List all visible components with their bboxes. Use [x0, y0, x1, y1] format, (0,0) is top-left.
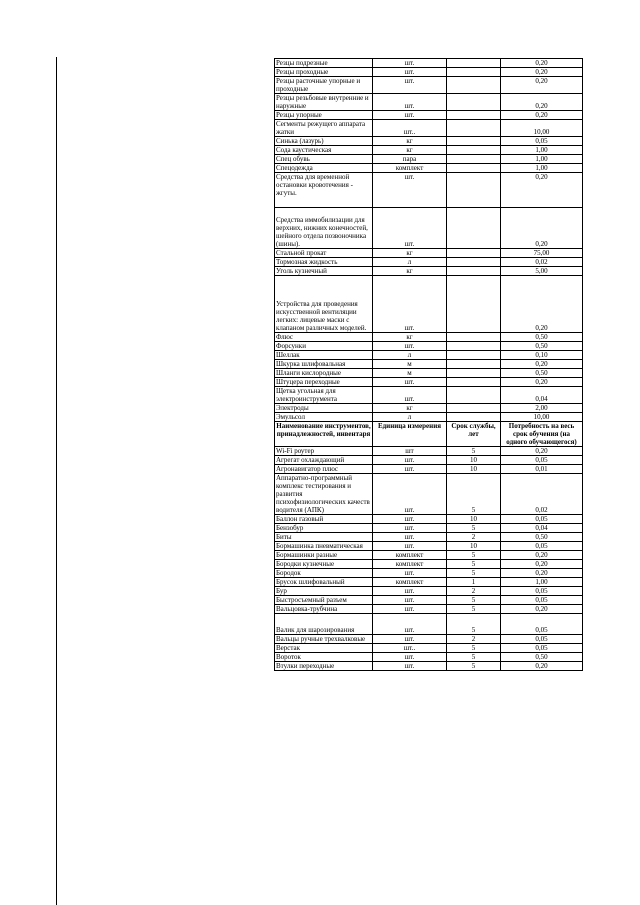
cell-life: 5	[447, 662, 501, 671]
table-row	[275, 413, 583, 422]
cell-life: 2	[447, 587, 501, 596]
cell-name: Бензобур	[275, 524, 373, 533]
cell-qty: 0,02	[501, 258, 583, 267]
table-row	[275, 387, 583, 404]
cell-qty: 0,20	[501, 569, 583, 578]
tools-header-section	[275, 422, 583, 447]
cell-life	[447, 276, 501, 333]
cell-name: Резцы упорные	[275, 111, 373, 120]
cell-qty: 1,00	[501, 578, 583, 587]
table-row	[275, 120, 583, 137]
cell-unit: кг	[373, 333, 447, 342]
cell-name: Бормашинки разные	[275, 551, 373, 560]
cell-qty: 0,20	[501, 447, 583, 456]
table-row	[275, 465, 583, 474]
cell-name: Бородки кузнечные	[275, 560, 373, 569]
cell-unit: шт.	[373, 596, 447, 605]
cell-life: 5	[447, 569, 501, 578]
cell-life: 5	[447, 474, 501, 515]
cell-qty: 0,04	[501, 387, 583, 404]
cell-qty: 0,05	[501, 644, 583, 653]
cell-life	[447, 59, 501, 68]
header-life: Срок службы, лет	[447, 422, 501, 447]
table-row	[275, 596, 583, 605]
cell-qty: 0,20	[501, 94, 583, 111]
cell-qty: 0,20	[501, 77, 583, 94]
cell-qty: 1,00	[501, 146, 583, 155]
cell-qty: 10,00	[501, 413, 583, 422]
cell-unit: шт.	[373, 77, 447, 94]
table-row	[275, 560, 583, 569]
cell-name: Вороток	[275, 653, 373, 662]
cell-life: 10	[447, 456, 501, 465]
cell-unit: шт.	[373, 387, 447, 404]
table-row	[275, 351, 583, 360]
cell-name: Стальной прокат	[275, 249, 373, 258]
cell-unit: шт.	[373, 465, 447, 474]
cell-name: Верстак	[275, 644, 373, 653]
table-row	[275, 569, 583, 578]
materials-section	[275, 59, 583, 422]
cell-name: Уголь кузнечный	[275, 267, 373, 276]
cell-name: Быстросъемный разъем	[275, 596, 373, 605]
cell-qty: 0,20	[501, 59, 583, 68]
cell-life: 2	[447, 635, 501, 644]
table-row	[275, 542, 583, 551]
table-row	[275, 342, 583, 351]
page-left-rule	[56, 57, 57, 905]
table-row	[275, 333, 583, 342]
cell-unit: шт.	[373, 342, 447, 351]
cell-name: Сода каустическая	[275, 146, 373, 155]
cell-unit: шт.	[373, 378, 447, 387]
cell-name: Эмульсол	[275, 413, 373, 422]
cell-name: Форсунки	[275, 342, 373, 351]
cell-qty: 0,05	[501, 542, 583, 551]
cell-qty: 75,00	[501, 249, 583, 258]
cell-qty: 0,20	[501, 662, 583, 671]
cell-name: Сегменты режущего аппарата жатки	[275, 120, 373, 137]
cell-name: Валик для шарозирования	[275, 614, 373, 635]
cell-unit: комплект	[373, 551, 447, 560]
cell-unit: шт.	[373, 515, 447, 524]
tools-header-row	[275, 422, 583, 447]
cell-qty: 1,00	[501, 155, 583, 164]
cell-name: Устройства для проведения искусственной вентиляции легких: лицевые маски с клапаном различных моделей.	[275, 276, 373, 333]
header-name: Наименование инструментов, принадлежностей, инвентаря	[275, 422, 373, 447]
table-row	[275, 267, 583, 276]
cell-qty: 0,20	[501, 560, 583, 569]
cell-unit: шт.	[373, 68, 447, 77]
table-row	[275, 164, 583, 173]
cell-unit: шт.	[373, 662, 447, 671]
cell-life	[447, 387, 501, 404]
cell-life	[447, 94, 501, 111]
cell-unit: л	[373, 258, 447, 267]
cell-unit: л	[373, 351, 447, 360]
cell-unit: шт..	[373, 120, 447, 137]
cell-name: Резцы расточные упорные и проходные	[275, 77, 373, 94]
cell-name: Штуцера переходные	[275, 378, 373, 387]
table-row	[275, 77, 583, 94]
cell-life	[447, 369, 501, 378]
cell-unit: м	[373, 369, 447, 378]
cell-life	[447, 111, 501, 120]
cell-life: 5	[447, 551, 501, 560]
table-row	[275, 258, 583, 267]
table-row	[275, 605, 583, 614]
cell-life	[447, 164, 501, 173]
cell-qty: 0,20	[501, 111, 583, 120]
cell-qty: 0,50	[501, 342, 583, 351]
cell-unit: шт.	[373, 635, 447, 644]
cell-qty: 0,05	[501, 515, 583, 524]
cell-unit: шт.	[373, 605, 447, 614]
cell-life	[447, 146, 501, 155]
table-row	[275, 249, 583, 258]
cell-unit: кг	[373, 146, 447, 155]
cell-unit: шт.	[373, 524, 447, 533]
cell-unit: шт..	[373, 644, 447, 653]
cell-name: Резцы резьбовые внутренние и наружные	[275, 94, 373, 111]
table-row	[275, 524, 583, 533]
cell-name: Бур	[275, 587, 373, 596]
cell-life: 5	[447, 653, 501, 662]
cell-unit: м	[373, 360, 447, 369]
cell-unit: кг	[373, 249, 447, 258]
cell-life: 2	[447, 533, 501, 542]
cell-name: Флюс	[275, 333, 373, 342]
cell-qty: 0,20	[501, 378, 583, 387]
cell-qty: 1,00	[501, 164, 583, 173]
table-row	[275, 276, 583, 333]
table-row	[275, 662, 583, 671]
cell-life	[447, 155, 501, 164]
cell-unit: шт.	[373, 173, 447, 208]
cell-life	[447, 267, 501, 276]
cell-life	[447, 413, 501, 422]
cell-name: Синька (лазурь)	[275, 137, 373, 146]
cell-name: Бородок	[275, 569, 373, 578]
cell-name: Средства для временной остановки кровотечения - жгуты.	[275, 173, 373, 208]
cell-name: Агронавигатор плюс	[275, 465, 373, 474]
cell-qty: 5,00	[501, 267, 583, 276]
cell-name: Биты	[275, 533, 373, 542]
cell-qty: 0,05	[501, 614, 583, 635]
cell-qty: 0,20	[501, 551, 583, 560]
cell-unit: кг	[373, 267, 447, 276]
cell-name: Щетка угольная для электроинструмента	[275, 387, 373, 404]
cell-unit: шт.	[373, 542, 447, 551]
table-row	[275, 533, 583, 542]
cell-life	[447, 120, 501, 137]
table-row	[275, 137, 583, 146]
cell-name: Шеллак	[275, 351, 373, 360]
cell-life: 10	[447, 542, 501, 551]
cell-qty: 0,05	[501, 587, 583, 596]
cell-name: Средства иммобилизации для верхних, нижних конечностей, шейного отдела позвоночника (шины).	[275, 208, 373, 249]
cell-unit: комплект	[373, 560, 447, 569]
cell-qty: 0,50	[501, 533, 583, 542]
table-row	[275, 369, 583, 378]
table-row	[275, 578, 583, 587]
cell-qty: 0,20	[501, 360, 583, 369]
cell-life	[447, 404, 501, 413]
table-row	[275, 59, 583, 68]
cell-name: Шкурка шлифовальная	[275, 360, 373, 369]
table-row	[275, 94, 583, 111]
cell-life	[447, 137, 501, 146]
table-row	[275, 68, 583, 77]
cell-unit: шт	[373, 447, 447, 456]
header-unit: Единица измерения	[373, 422, 447, 447]
cell-name: Шланги кислородные	[275, 369, 373, 378]
cell-unit: шт.	[373, 276, 447, 333]
cell-unit: пара	[373, 155, 447, 164]
cell-unit: шт.	[373, 614, 447, 635]
cell-unit: шт.	[373, 456, 447, 465]
cell-name: Втулки переходные	[275, 662, 373, 671]
cell-unit: шт.	[373, 208, 447, 249]
table-row	[275, 635, 583, 644]
cell-life: 5	[447, 560, 501, 569]
cell-life: 5	[447, 447, 501, 456]
cell-qty: 0,50	[501, 333, 583, 342]
cell-qty: 0,01	[501, 465, 583, 474]
table-row	[275, 378, 583, 387]
cell-name: Резцы проходные	[275, 68, 373, 77]
table-row	[275, 614, 583, 635]
cell-unit: шт.	[373, 474, 447, 515]
cell-unit: комплект	[373, 164, 447, 173]
cell-unit: шт.	[373, 533, 447, 542]
cell-name: Вальцовка-трубчина	[275, 605, 373, 614]
cell-unit: шт.	[373, 587, 447, 596]
cell-life	[447, 77, 501, 94]
table-row	[275, 456, 583, 465]
cell-name: Спецодежда	[275, 164, 373, 173]
cell-unit: шт.	[373, 94, 447, 111]
cell-name: Электроды	[275, 404, 373, 413]
cell-qty: 0,20	[501, 173, 583, 208]
cell-name: Тормозная жидкость	[275, 258, 373, 267]
norms-table	[274, 58, 583, 671]
cell-life	[447, 333, 501, 342]
table-row	[275, 587, 583, 596]
table-row	[275, 404, 583, 413]
cell-name: Аппаратно-программный комплекс тестирования и развития психофизиологических качеств водителя (АПК)	[275, 474, 373, 515]
cell-life: 1	[447, 578, 501, 587]
cell-qty: 0,10	[501, 351, 583, 360]
cell-qty: 0,20	[501, 208, 583, 249]
table-row	[275, 111, 583, 120]
table-row	[275, 146, 583, 155]
cell-name: Вальцы ручные трехвалковые	[275, 635, 373, 644]
cell-qty: 0,02	[501, 474, 583, 515]
table-row	[275, 360, 583, 369]
cell-qty: 0,05	[501, 456, 583, 465]
cell-life	[447, 258, 501, 267]
cell-unit: шт.	[373, 569, 447, 578]
cell-qty: 0,20	[501, 68, 583, 77]
tools-section	[275, 447, 583, 671]
table-row	[275, 551, 583, 560]
cell-qty: 0,20	[501, 276, 583, 333]
cell-life: 5	[447, 644, 501, 653]
cell-life	[447, 68, 501, 77]
cell-life	[447, 360, 501, 369]
cell-qty: 0,04	[501, 524, 583, 533]
cell-life	[447, 342, 501, 351]
cell-life: 10	[447, 465, 501, 474]
cell-life	[447, 378, 501, 387]
cell-unit: кг	[373, 137, 447, 146]
cell-name: Резцы подрезные	[275, 59, 373, 68]
table-row	[275, 644, 583, 653]
cell-life: 5	[447, 614, 501, 635]
cell-unit: комплект	[373, 578, 447, 587]
cell-unit: л	[373, 413, 447, 422]
cell-qty: 0,05	[501, 596, 583, 605]
cell-life: 10	[447, 515, 501, 524]
cell-qty: 0,05	[501, 635, 583, 644]
cell-name: Wi-Fi роутер	[275, 447, 373, 456]
cell-unit: шт.	[373, 653, 447, 662]
table-row	[275, 474, 583, 515]
cell-life: 5	[447, 605, 501, 614]
cell-unit: кг	[373, 404, 447, 413]
cell-life	[447, 173, 501, 208]
table-row	[275, 208, 583, 249]
cell-name: Баллон газовый	[275, 515, 373, 524]
cell-name: Спец обувь	[275, 155, 373, 164]
cell-life: 5	[447, 524, 501, 533]
cell-qty: 0,05	[501, 137, 583, 146]
table-row	[275, 155, 583, 164]
cell-life: 5	[447, 596, 501, 605]
cell-qty: 0,50	[501, 653, 583, 662]
cell-qty: 0,20	[501, 605, 583, 614]
cell-qty: 2,00	[501, 404, 583, 413]
table-row	[275, 515, 583, 524]
cell-life	[447, 351, 501, 360]
header-qty: Потребность на весь срок обучения (на одного обучающегося)	[501, 422, 583, 447]
table-row	[275, 173, 583, 208]
cell-name: Бормашинка пневматическая	[275, 542, 373, 551]
table-row	[275, 653, 583, 662]
cell-unit: шт.	[373, 111, 447, 120]
cell-unit: шт.	[373, 59, 447, 68]
table-row	[275, 447, 583, 456]
cell-life	[447, 208, 501, 249]
cell-name: Брусок шлифовальный	[275, 578, 373, 587]
cell-life	[447, 249, 501, 258]
cell-name: Агрегат охлаждающий	[275, 456, 373, 465]
cell-qty: 0,50	[501, 369, 583, 378]
cell-qty: 10,00	[501, 120, 583, 137]
